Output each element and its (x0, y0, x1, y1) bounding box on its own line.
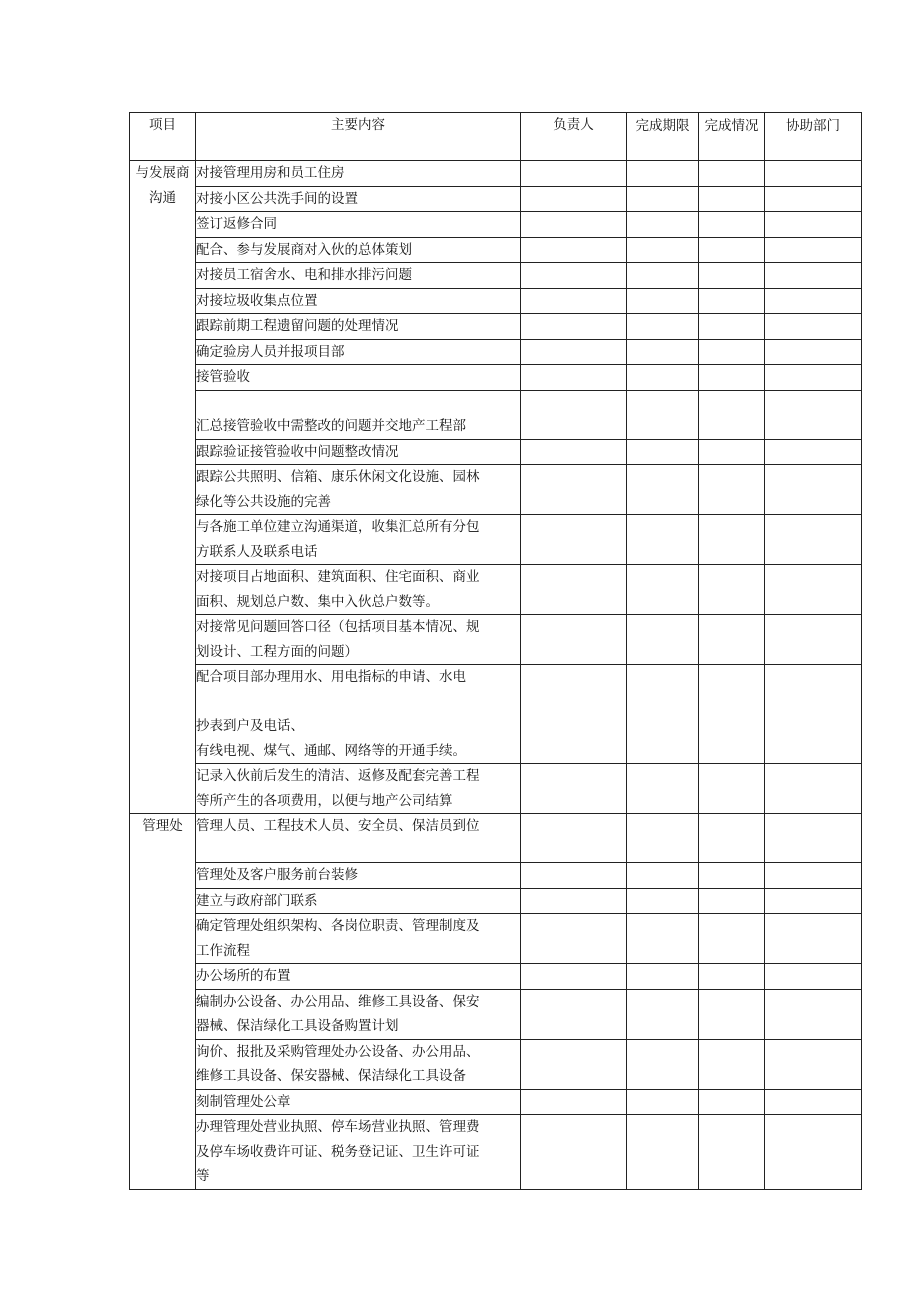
owner-cell (521, 1039, 627, 1089)
deadline-cell (627, 863, 699, 889)
task-content-cell: 对接小区公共洗手间的设置 (196, 186, 521, 212)
assist-cell (765, 515, 862, 565)
table-row (130, 989, 862, 1039)
status-cell (699, 212, 765, 238)
table-row (130, 615, 862, 665)
task-content-cell: 对接管理用房和员工住房 (196, 161, 521, 187)
task-content-cell: 签订返修合同 (196, 212, 521, 238)
task-content-cell: 跟踪验证接管验收中问题整改情况 (196, 439, 521, 465)
deadline-cell (627, 989, 699, 1039)
owner-cell (521, 314, 627, 340)
task-content-cell: 刻制管理处公章 (196, 1089, 521, 1115)
deadline-cell (627, 914, 699, 964)
assist-cell (765, 465, 862, 515)
table-row (130, 263, 862, 289)
assist-cell (765, 161, 862, 187)
table-row (130, 390, 862, 439)
header-deadline: 完成期限 (627, 113, 699, 161)
assist-cell (765, 989, 862, 1039)
owner-cell (521, 964, 627, 990)
status-cell (699, 914, 765, 964)
status-cell (699, 814, 765, 863)
assist-cell (765, 237, 862, 263)
task-content-cell: 询价、报批及采购管理处办公设备、办公用品、 维修工具设备、保安器械、保洁绿化工具设备 (196, 1039, 521, 1089)
table-row (130, 288, 862, 314)
assist-cell (765, 439, 862, 465)
table-row (130, 964, 862, 990)
status-cell (699, 465, 765, 515)
status-cell (699, 1039, 765, 1089)
table-row (130, 1115, 862, 1190)
assist-cell (765, 365, 862, 391)
status-cell (699, 764, 765, 814)
status-cell (699, 665, 765, 764)
deadline-cell (627, 161, 699, 187)
status-cell (699, 1089, 765, 1115)
table-row (130, 365, 862, 391)
assist-cell (765, 964, 862, 990)
deadline-cell (627, 565, 699, 615)
deadline-cell (627, 186, 699, 212)
owner-cell (521, 764, 627, 814)
deadline-cell (627, 615, 699, 665)
task-content-cell: 管理人员、工程技术人员、安全员、保洁员到位 (196, 814, 521, 863)
status-cell (699, 515, 765, 565)
assist-cell (765, 565, 862, 615)
table-row (130, 1039, 862, 1089)
deadline-cell (627, 365, 699, 391)
table-row (130, 814, 862, 863)
assist-cell (765, 1115, 862, 1190)
owner-cell (521, 288, 627, 314)
deadline-cell (627, 1039, 699, 1089)
assist-cell (765, 339, 862, 365)
deadline-cell (627, 390, 699, 439)
deadline-cell (627, 288, 699, 314)
table-row (130, 764, 862, 814)
task-content-cell: 办公场所的布置 (196, 964, 521, 990)
table-row (130, 515, 862, 565)
deadline-cell (627, 1089, 699, 1115)
table-row (130, 237, 862, 263)
owner-cell (521, 465, 627, 515)
task-content-cell: 办理管理处营业执照、停车场营业执照、管理费 及停车场收费许可证、税务登记证、卫生许可证 等 (196, 1115, 521, 1190)
table-row (130, 314, 862, 340)
task-content-cell: 编制办公设备、办公用品、维修工具设备、保安 器械、保洁绿化工具设备购置计划 (196, 989, 521, 1039)
task-content-cell: 对接员工宿舍水、电和排水排污问题 (196, 263, 521, 289)
assist-cell (765, 888, 862, 914)
owner-cell (521, 615, 627, 665)
assist-cell (765, 665, 862, 764)
header-status: 完成情况 (699, 113, 765, 161)
status-cell (699, 263, 765, 289)
task-content-cell: 建立与政府部门联系 (196, 888, 521, 914)
owner-cell (521, 390, 627, 439)
task-content-cell: 与各施工单位建立沟通渠道，收集汇总所有分包 方联系人及联系电话 (196, 515, 521, 565)
task-content-cell: 配合项目部办理用水、用电指标的申请、水电 抄表到户及电话、 有线电视、煤气、通邮、网络等的开通手续。 (196, 665, 521, 764)
table-row (130, 665, 862, 764)
task-content-cell: 对接项目占地面积、建筑面积、住宅面积、商业 面积、规划总户数、集中入伙总户数等。 (196, 565, 521, 615)
task-content-cell: 确定验房人员并报项目部 (196, 339, 521, 365)
owner-cell (521, 212, 627, 238)
assist-cell (765, 314, 862, 340)
deadline-cell (627, 764, 699, 814)
status-cell (699, 365, 765, 391)
owner-cell (521, 186, 627, 212)
assist-cell (765, 1039, 862, 1089)
deadline-cell (627, 515, 699, 565)
assist-cell (765, 1089, 862, 1115)
assist-cell (765, 212, 862, 238)
owner-cell (521, 263, 627, 289)
owner-cell (521, 565, 627, 615)
task-content-cell: 对接常见问题回答口径（包括项目基本情况、规 划设计、工程方面的问题） (196, 615, 521, 665)
status-cell (699, 439, 765, 465)
header-owner: 负责人 (521, 113, 627, 161)
owner-cell (521, 914, 627, 964)
deadline-cell (627, 814, 699, 863)
header-project: 项目 (130, 113, 196, 161)
owner-cell (521, 665, 627, 764)
table-row (130, 161, 862, 187)
owner-cell (521, 161, 627, 187)
task-content-cell: 配合、参与发展商对入伙的总体策划 (196, 237, 521, 263)
task-content-cell: 接管验收 (196, 365, 521, 391)
project-group-cell: 与发展商 沟通 (130, 161, 196, 814)
table-row (130, 565, 862, 615)
project-group-cell: 管理处 (130, 814, 196, 1190)
table-row (130, 1089, 862, 1115)
status-cell (699, 288, 765, 314)
table-row (130, 339, 862, 365)
owner-cell (521, 439, 627, 465)
assist-cell (765, 615, 862, 665)
table-row (130, 888, 862, 914)
deadline-cell (627, 439, 699, 465)
assist-cell (765, 863, 862, 889)
owner-cell (521, 1115, 627, 1190)
status-cell (699, 863, 765, 889)
task-content-cell: 管理处及客户服务前台装修 (196, 863, 521, 889)
assist-cell (765, 288, 862, 314)
assist-cell (765, 186, 862, 212)
deadline-cell (627, 665, 699, 764)
deadline-cell (627, 888, 699, 914)
status-cell (699, 186, 765, 212)
owner-cell (521, 814, 627, 863)
task-content-cell: 跟踪公共照明、信箱、康乐休闲文化设施、园林 绿化等公共设施的完善 (196, 465, 521, 515)
deadline-cell (627, 314, 699, 340)
assist-cell (765, 764, 862, 814)
status-cell (699, 237, 765, 263)
deadline-cell (627, 237, 699, 263)
table-row (130, 914, 862, 964)
deadline-cell (627, 263, 699, 289)
deadline-cell (627, 212, 699, 238)
table-row (130, 212, 862, 238)
owner-cell (521, 339, 627, 365)
status-cell (699, 615, 765, 665)
table-row (130, 186, 862, 212)
owner-cell (521, 888, 627, 914)
status-cell (699, 989, 765, 1039)
status-cell (699, 390, 765, 439)
header-content: 主要内容 (196, 113, 521, 161)
status-cell (699, 1115, 765, 1190)
deadline-cell (627, 964, 699, 990)
task-content-cell: 对接垃圾收集点位置 (196, 288, 521, 314)
status-cell (699, 964, 765, 990)
task-content-cell: 汇总接管验收中需整改的问题并交地产工程部 (196, 390, 521, 439)
task-content-cell: 跟踪前期工程遗留问题的处理情况 (196, 314, 521, 340)
status-cell (699, 314, 765, 340)
deadline-cell (627, 1115, 699, 1190)
work-plan-table (129, 112, 862, 1190)
owner-cell (521, 989, 627, 1039)
header-assist: 协助部门 (765, 113, 862, 161)
status-cell (699, 161, 765, 187)
status-cell (699, 339, 765, 365)
status-cell (699, 565, 765, 615)
assist-cell (765, 914, 862, 964)
owner-cell (521, 237, 627, 263)
owner-cell (521, 365, 627, 391)
owner-cell (521, 1089, 627, 1115)
assist-cell (765, 390, 862, 439)
status-cell (699, 888, 765, 914)
table-row (130, 465, 862, 515)
table-row (130, 439, 862, 465)
owner-cell (521, 515, 627, 565)
header-row (130, 113, 862, 161)
assist-cell (765, 814, 862, 863)
deadline-cell (627, 339, 699, 365)
task-content-cell: 记录入伙前后发生的清洁、返修及配套完善工程 等所产生的各项费用，以便与地产公司结算 (196, 764, 521, 814)
deadline-cell (627, 465, 699, 515)
task-content-cell: 确定管理处组织架构、各岗位职责、管理制度及 工作流程 (196, 914, 521, 964)
assist-cell (765, 263, 862, 289)
table-row (130, 863, 862, 889)
owner-cell (521, 863, 627, 889)
